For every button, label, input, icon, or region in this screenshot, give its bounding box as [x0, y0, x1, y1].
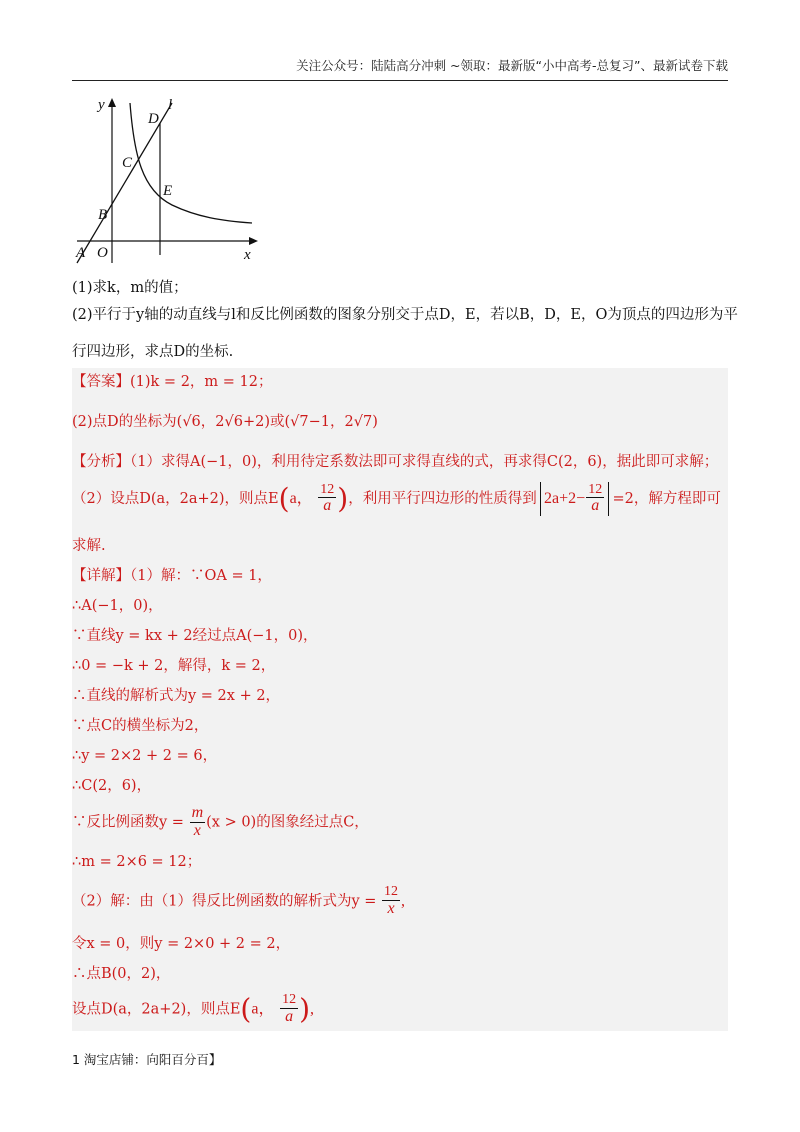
- fraction-m-over-x: $\frac{m}{x}$: [191, 804, 204, 839]
- detail-line11: （2）解：由（1）得反比例函数的解析式为y = $\frac{12}{x}$ ,: [72, 884, 406, 917]
- analysis-line3: 求解.: [72, 538, 106, 554]
- answer-tag: 【答案】: [72, 374, 130, 390]
- detail-line6: ∵点C的横坐标为2，: [72, 718, 209, 734]
- label-o: O: [97, 245, 108, 261]
- page-header: 关注公众号：陆陆高分冲刺 ~领取：最新版“小中高考-总复习”、最新试卷下载: [72, 56, 728, 81]
- detail-tag: 【详解】: [72, 568, 130, 584]
- detail-text9a: ∵反比例函数y =: [72, 814, 184, 831]
- question-part1: (1)求k，m的值；: [72, 280, 188, 296]
- fraction-12-over-a-3: $\frac{12}{a}$: [282, 992, 297, 1025]
- abs-bar-right: [608, 482, 609, 516]
- analysis-text2b: a，: [289, 490, 313, 507]
- label-x: x: [244, 247, 251, 263]
- detail-line7: ∴y = 2×2 + 2 = 6，: [72, 748, 218, 764]
- answer-part1: (1)k = 2，m = 12；: [130, 374, 273, 390]
- analysis-tag: 【分析】: [72, 454, 130, 470]
- label-c: C: [122, 155, 133, 171]
- label-y: y: [98, 97, 105, 113]
- paren-close-2: ): [299, 992, 311, 1026]
- detail-line3: ∵直线y = kx + 2经过点A(−1，0)，: [72, 628, 318, 644]
- detail-line4: ∴0 = −k + 2，解得，k = 2，: [72, 658, 276, 674]
- analysis-text2d: 2a+2−: [544, 490, 586, 507]
- detail-line14: 设点D(a，2a+2)，则点E(a， $\frac{12}{a}$ ),: [72, 992, 315, 1026]
- label-a: A: [76, 245, 86, 261]
- abs-bar-left: [540, 482, 541, 516]
- label-l: l: [168, 97, 173, 113]
- detail-line13: ∴点B(0，2)，: [72, 966, 171, 982]
- detail-line10: ∴m = 2×6 = 12；: [72, 854, 202, 870]
- analysis-text2e: =2，解方程即可: [612, 491, 721, 507]
- x-axis-arrow: [249, 237, 258, 245]
- question-part2-line1: (2)平行于y轴的动直线与l和反比例函数的图象分别交于点D，E，若以B，D，E，O为顶点的四边形为平: [72, 307, 738, 323]
- detail-line12: 令x = 0，则y = 2×0 + 2 = 2，: [72, 936, 291, 952]
- paren-close: ): [337, 482, 349, 515]
- detail-line1: [72, 564, 728, 585]
- fraction-12-over-a-2: $\frac{12}{a}$: [588, 481, 603, 515]
- detail-line8: ∴C(2，6)，: [72, 778, 152, 794]
- detail-line9: [72, 805, 728, 840]
- detail-text9b: (x > 0)的图象经过点C，: [206, 814, 369, 831]
- answer-line1: [72, 370, 728, 391]
- page-footer: 1 淘宝店铺：向阳百分百】: [72, 1052, 222, 1067]
- paren-open: (: [278, 482, 290, 515]
- question-part2-line2: 行四边形，求点D的坐标.: [72, 344, 234, 360]
- detail-text14b: a，: [251, 1000, 275, 1018]
- analysis-text2c: ，利用平行四边形的性质得到: [348, 491, 537, 507]
- detail-text11a: （2）解：由（1）得反比例函数的解析式为y =: [72, 893, 377, 910]
- fraction-12-over-a: $\frac{12}{a}$: [320, 481, 335, 515]
- label-b: B: [98, 207, 108, 223]
- answer-line2: (2)点D的坐标为(√6，2√6+2)或(√7−1，2√7): [72, 414, 378, 430]
- line-l: [77, 103, 172, 263]
- fraction-12-over-x: $\frac{12}{x}$: [384, 884, 399, 917]
- analysis-line1: [72, 450, 728, 471]
- analysis-line2: [72, 482, 728, 516]
- y-axis-arrow: [108, 98, 116, 107]
- detail-line5: ∴直线的解析式为y = 2x + 2，: [72, 688, 281, 704]
- label-d: D: [148, 111, 159, 127]
- label-e: E: [163, 183, 173, 199]
- paren-open-2: (: [240, 992, 252, 1026]
- analysis-text2a: （2）设点D(a，2a+2)，则点E: [72, 491, 279, 507]
- analysis-text1: （1）求得A(−1，0)，利用待定系数法即可求得直线的式，再求得C(2，6)，据此即可求解；: [130, 454, 719, 470]
- detail-text14a: 设点D(a，2a+2)，则点E: [72, 1001, 241, 1018]
- detail-line2: ∴A(−1，0)，: [72, 598, 163, 614]
- function-graph: [72, 95, 262, 265]
- detail-text1: （1）解：∵OA = 1，: [130, 568, 272, 584]
